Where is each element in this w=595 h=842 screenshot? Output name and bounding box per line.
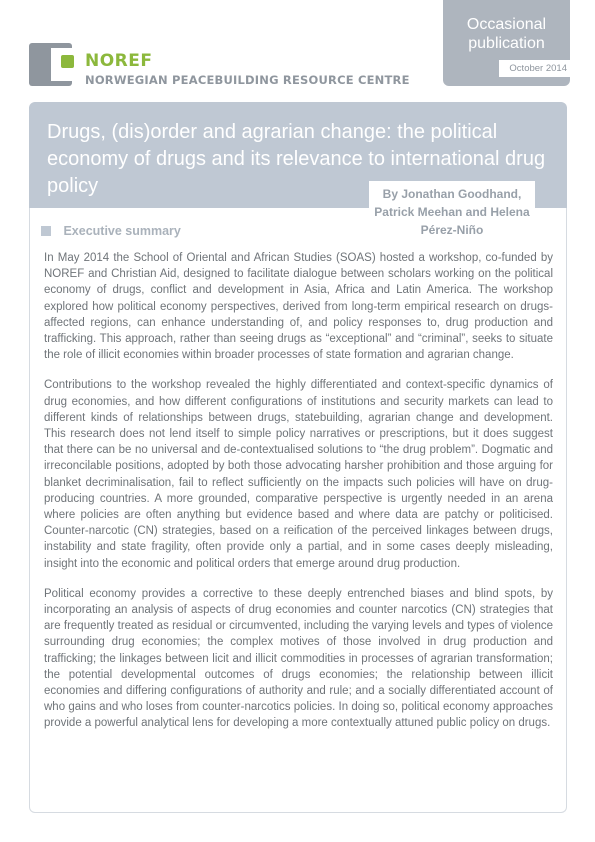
publication-tab [443, 0, 570, 86]
paragraph-1: In May 2014 the School of Oriental and African Studies (SOAS) hosted a workshop, co-funded by NOREF and Christian Aid, designed to facilitate dialogue between scholars working on the political economy of drugs, conflict and development in Asia, Africa and Latin America. The workshop explored how political economy perspectives, derived from long-term empirical research on drugs-affected regions, can enhance understanding of, and policy responses to, drug production and trafficking. This approach, rather than seeing drugs as “exceptional” and “criminal”, seeks to situate the role of illicit economies within broader processes of state formation and agrarian change. [44, 252, 553, 362]
section-bullet-icon [41, 226, 51, 236]
section-heading [41, 222, 181, 238]
executive-summary-body [44, 250, 553, 746]
logo-name: NOREF [85, 51, 153, 71]
noref-logo [29, 43, 429, 87]
section-title: Executive summary [63, 223, 181, 238]
paragraph-3: Political economy provides a corrective to these deeply entrenched biases and blind spots, by incorporating an analysis of aspects of drug economies and counter narcotics (CN) strategies that are frequently treated as residual or circumvented, including the varying levels and types of violence surrounding drug economies; the complex motives of those involved in drug production and trafficking; the linkages between licit and illicit commodities in processes of agrarian transformation; the potential developmental outcomes of drugs economies; the relationship between illicit economies and differing configurations of authority and rule; and a socially differentiated account of who gains and who loses from counter-narcotics policies. In doing so, political economy approaches provide a powerful analytical lens for developing a more contextually attuned public policy on drugs. [44, 587, 553, 730]
document-title: Drugs, (dis)order and agrarian change: the political economy of drugs and its relevance to international drug policy [47, 121, 546, 197]
publication-type: Occasional publication [466, 16, 547, 52]
logo-mark-green-square [61, 55, 74, 68]
noref-logo-mark [29, 43, 72, 86]
authors: By Jonathan Goodhand, Patrick Meehan and Helena Pérez-Niño [369, 181, 535, 245]
logo-subtitle: NORWEGIAN PEACEBUILDING RESOURCE CENTRE [85, 73, 410, 87]
publication-date: October 2014 [499, 60, 570, 77]
paragraph-2: Contributions to the workshop revealed the highly differentiated and context-specific dynamics of drug economies, and how different configurations of institutions and security markets can lead to different kinds of relationships between drugs, statebuilding, agrarian change and development. This research does not lend itself to simple policy narratives or prescriptions, but it does suggest that there can be no universal and de-contextualised solutions to “the drug problem”. Dogmatic and irreconcilable positions, adopted by both those advocating harsher prohibition and those arguing for blanket decriminalisation, fail to reflect sufficiently on the impacts such policies will have on drug-producing countries. A more grounded, comparative perspective is urgently needed in an arena where policies are often anything but evidence based and where data are patchy or politicised. Counter-narcotic (CN) strategies, based on a reification of the perceived linkages between drugs, instability and state fragility, often provide only a partial, and in some cases deeply misleading, insight into the economic and political orders that emerge around drug production. [44, 379, 553, 570]
